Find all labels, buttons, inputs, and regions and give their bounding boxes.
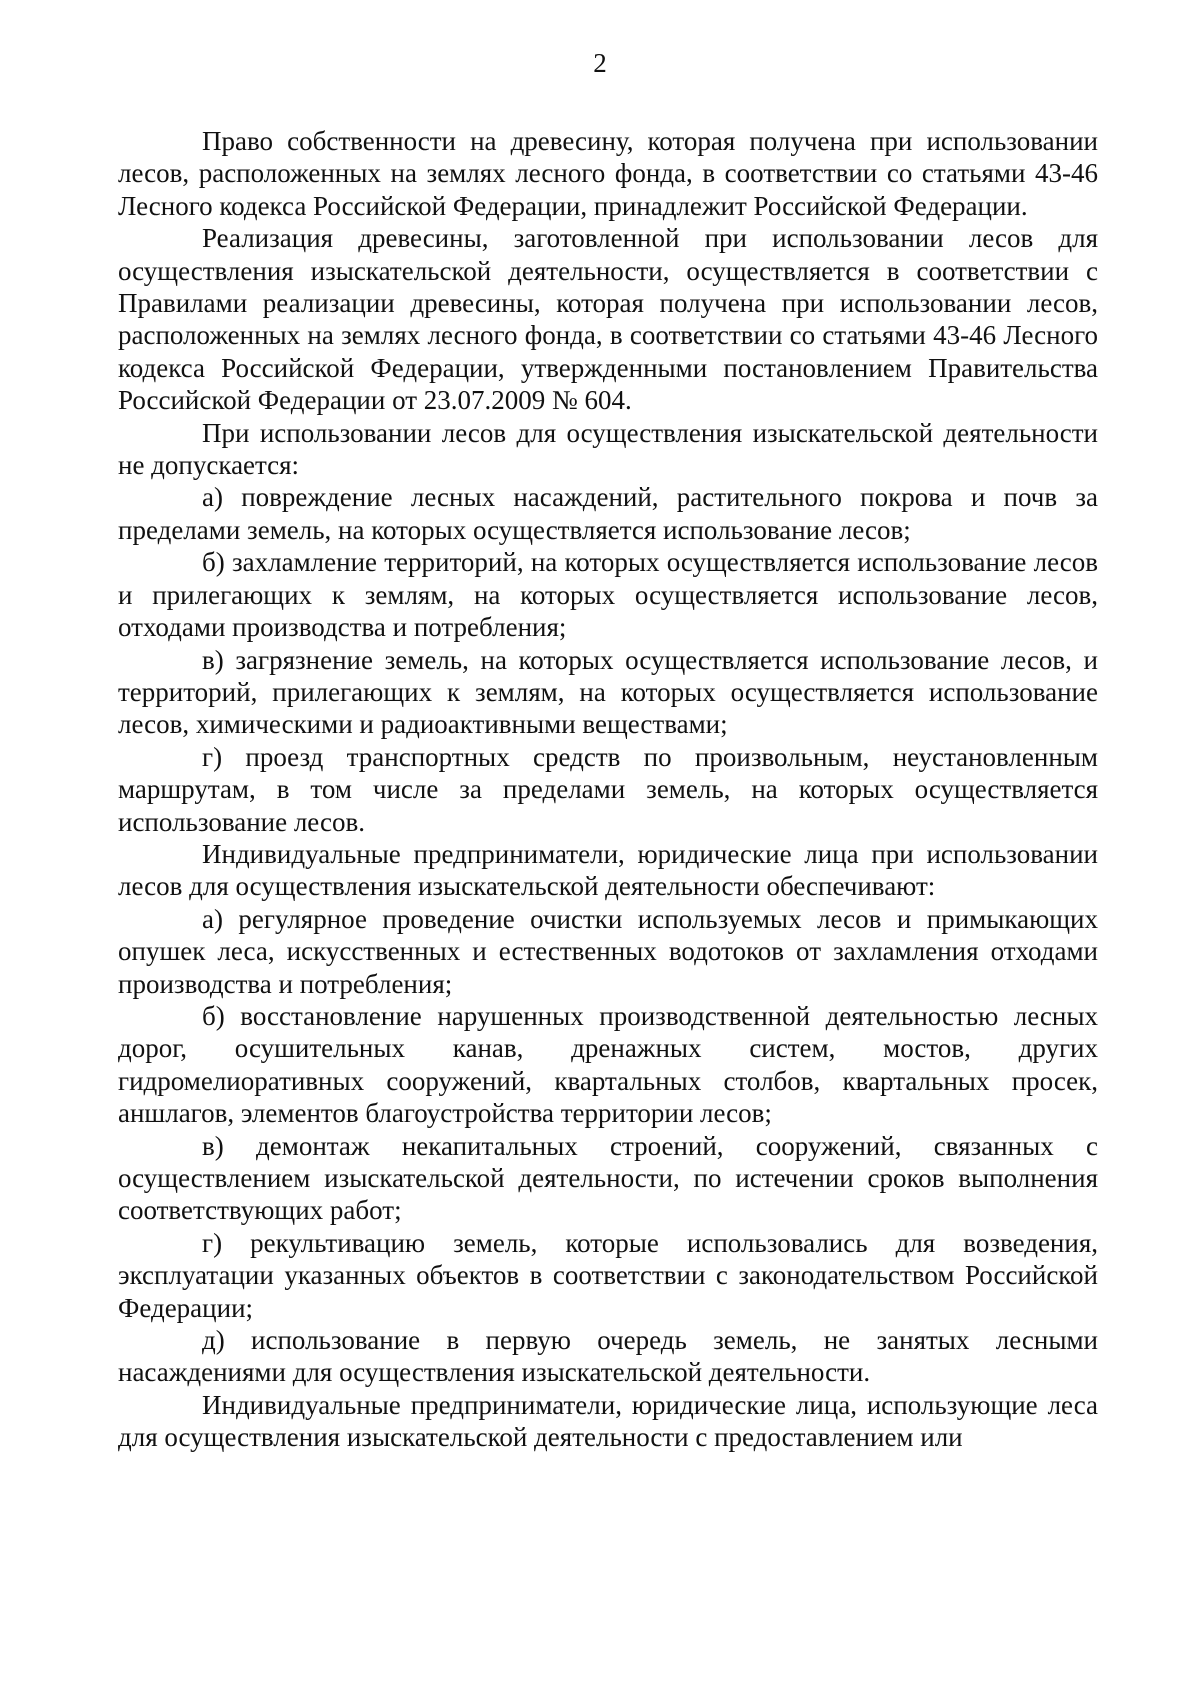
paragraph-ownership: Право собственности на древесину, которая получена при использовании лесов, расположенных на землях лесного фонда, в соответствии со статьями 43-46 Лесного кодекса Российской Федерации, принадлежит Российской Федерации. [118, 126, 1098, 221]
document-body [118, 125, 1098, 1454]
list-item-obligation-c: в) демонтаж некапитальных строений, сооружений, связанных с осуществлением изыскательской деятельности, по истечении сроков выполнения соответствующих работ; [118, 1130, 1098, 1226]
list-item-prohibition-b: б) захламление территорий, на которых осуществляется использование лесов и прилегающих к землям, на которых осуществляется использование лесов, отходами производства и потребления; [118, 547, 1098, 643]
list-item-obligation-b: б) восстановление нарушенных производственной деятельностью лесных дорог, осушительных канав, дренажных систем, мостов, других гидромелиоративных сооружений, квартальных столбов, квартальных просек, аншлагов, элементов благоустройства территории лесов; [118, 1000, 1098, 1129]
list-item-prohibition-c: в) загрязнение земель, на которых осуществляется использование лесов, и территорий, прилегающих к землям, на которых осуществляется использование лесов, химическими и радиоактивными веществами; [118, 644, 1098, 740]
paragraph-prohibitions-intro: При использовании лесов для осуществления изыскательской деятельности не допускается: [118, 417, 1098, 481]
paragraph-continued: Индивидуальные предприниматели, юридические лица, использующие леса для осуществления изыскательской деятельности с предоставлением или [118, 1389, 1098, 1453]
list-item-prohibition-d: г) проезд транспортных средств по произвольным, неустановленным маршрутам, в том числе за пределами земель, на которых осуществляется использование лесов. [118, 741, 1098, 837]
paragraph-timber-sale: Реализация древесины, заготовленной при использовании лесов для осуществления изыскательской деятельности, осуществляется в соответствии с Правилами реализации древесины, которая получена при использовании лесов, расположенных на землях лесного фонда, в соответствии со статьями 43-46 Лесного кодекса Российской Федерации, утвержденными постановлением Правительства Российской Федерации от 23.07.2009 № 604. [118, 223, 1098, 416]
list-item-obligation-d: г) рекультивацию земель, которые использовались для возведения, эксплуатации указанных объектов в соответствии с законодательством Российской Федерации; [118, 1227, 1098, 1323]
list-item-obligation-e: д) использование в первую очередь земель, не занятых лесными насаждениями для осуществления изыскательской деятельности. [118, 1325, 1098, 1388]
paragraph-obligations-intro: Индивидуальные предприниматели, юридические лица при использовании лесов для осуществления изыскательской деятельности обеспечивают: [118, 838, 1098, 902]
list-item-obligation-a: а) регулярное проведение очистки используемых лесов и примыкающих опушек леса, искусственных и естественных водотоков от захламления отходами производства и потребления; [118, 903, 1098, 999]
list-item-prohibition-a: а) повреждение лесных насаждений, растительного покрова и почв за пределами земель, на которых осуществляется использование лесов; [118, 482, 1098, 545]
page-number: 2 [593, 48, 607, 78]
